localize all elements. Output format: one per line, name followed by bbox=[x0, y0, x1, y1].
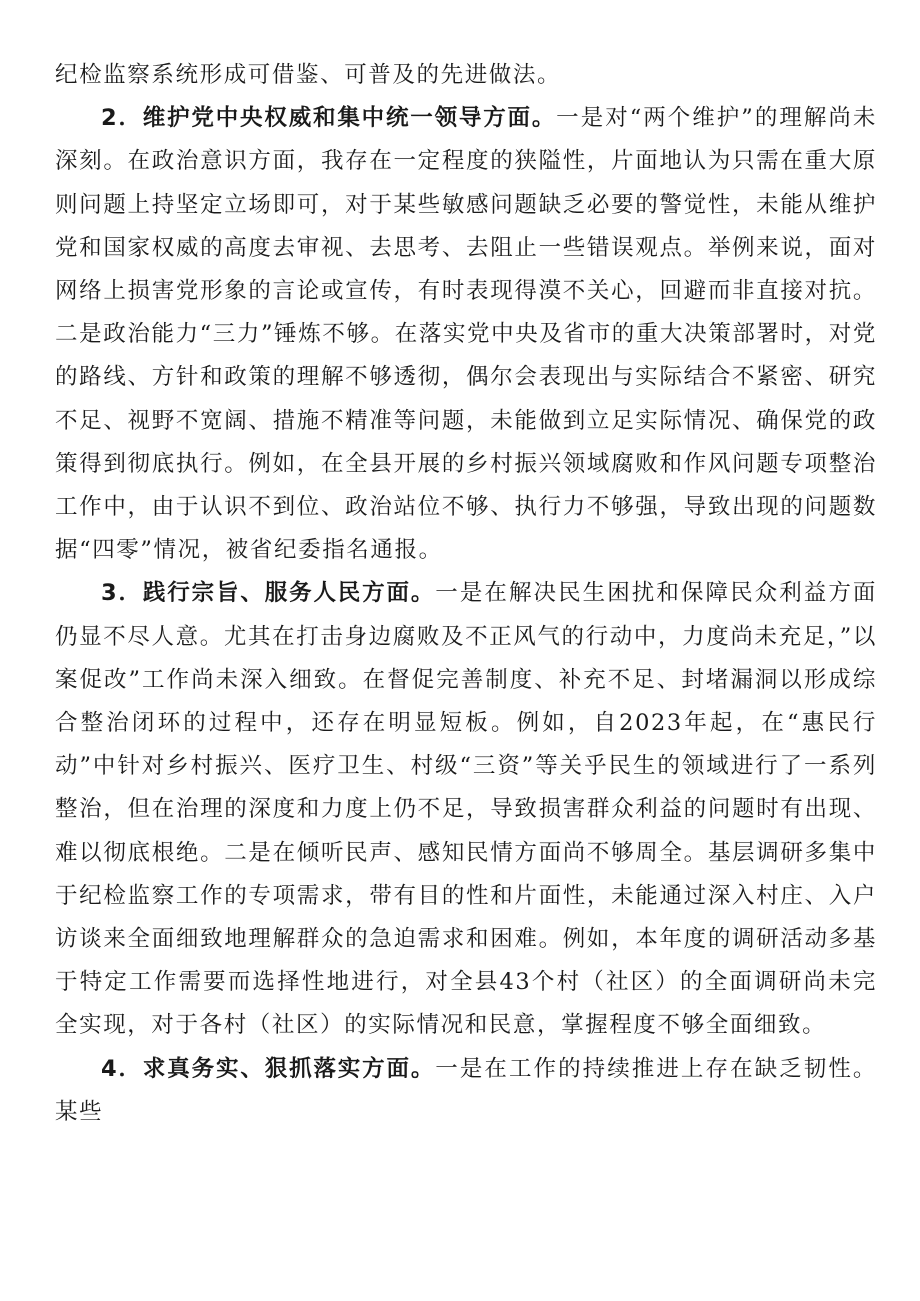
paragraph-body: 纪检监察系统形成可借鉴、可普及的先进做法。 bbox=[55, 62, 562, 88]
document-body bbox=[55, 54, 877, 1134]
paragraph-continuation bbox=[55, 54, 877, 97]
section-heading: 3．践行宗旨、服务人民方面。 bbox=[101, 580, 436, 607]
paragraph-body: 一是对“两个维护”的理解尚未深刻。在政治意识方面，我存在一定程度的狭隘性，片面地认为只需在重大原则问题上持坚定立场即可，对于某些敏感问题缺乏必要的警觉性，未能从维护党和国家权威的高度去审视、去思考、去阻止一些错误观点。举例来说，面对网络上损害党形象的言论或宣传，有时表现得漠不关心，回避而非直接对抗。二是政治能力“三力”锤炼不够。在落实党中央及省市的重大决策部署时，对党的路线、方针和政策的理解不够透彻，偶尔会表现出与实际结合不紧密、研究不足、视野不宽阔、措施不精准等问题，未能做到立足实际情况、确保党的政策得到彻底执行。例如，在全县开展的乡村振兴领域腐败和作风问题专项整治工作中，由于认识不到位、政治站位不够、执行力不够强，导致出现的问题数据“四零”情况，被省纪委指名通报。 bbox=[55, 105, 877, 564]
paragraph-body: 一是在解决民生困扰和保障民众利益方面仍显不尽人意。尤其在打击身边腐败及不正风气的行动中，力度尚未充足，”以案促改”工作尚未深入细致。在督促完善制度、补充不足、封堵漏洞以形成综合整治闭环的过程中，还存在明显短板。例如，自2023年起，在“惠民行动”中针对乡村振兴、医疗卫生、村级“三资”等关乎民生的领域进行了一系列整治，但在治理的深度和力度上仍不足，导致损害群众利益的问题时有出现、难以彻底根绝。二是在倾听民声、感知民情方面尚不够周全。基层调研多集中于纪检监察工作的专项需求，带有目的性和片面性，未能通过深入村庄、入户访谈来全面细致地理解群众的急迫需求和困难。例如，本年度的调研活动多基于特定工作需要而选择性地进行，对全县43个村（社区）的全面调研尚未完全实现，对于各村（社区）的实际情况和民意，掌握程度不够全面细致。 bbox=[55, 580, 877, 1039]
paragraph-section-2 bbox=[55, 97, 877, 572]
section-heading: 2．维护党中央权威和集中统一领导方面。 bbox=[101, 105, 557, 132]
paragraph-section-4 bbox=[55, 1048, 877, 1134]
paragraph-section-3 bbox=[55, 572, 877, 1047]
paragraph-body: 一是在工作的持续推进上存在缺乏韧性。某些 bbox=[55, 1055, 877, 1125]
section-heading: 4．求真务实、狠抓落实方面。 bbox=[101, 1055, 436, 1082]
